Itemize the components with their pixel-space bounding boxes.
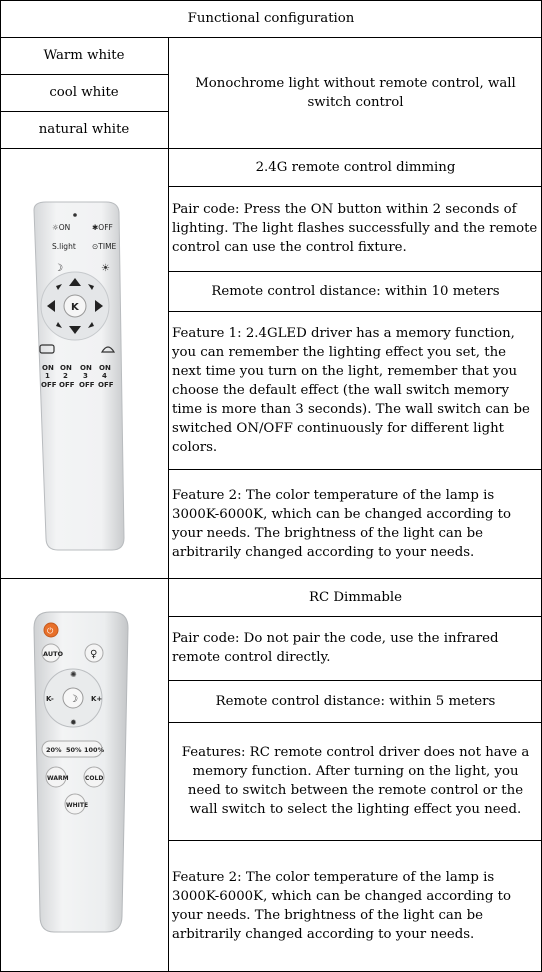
moon-icon: ☽: [54, 263, 63, 274]
grid-line: [168, 37, 169, 972]
grid-line: [0, 37, 542, 38]
section3-title: [169, 578, 542, 616]
distance-text: Remote control distance: within 10 meters: [211, 283, 500, 299]
remote-btn-warm: WARM: [47, 775, 69, 782]
section-title-text: RC Dimmable: [308, 589, 403, 605]
section3-pair-code: [169, 616, 542, 680]
grid-line: [169, 469, 542, 470]
section2-pair-code: [169, 186, 542, 271]
distance-text: Remote control distance: within 5 meters: [215, 693, 496, 709]
zone-on-label: ON: [42, 364, 54, 372]
grid-line: [0, 0, 1, 972]
grid-line: [169, 680, 542, 681]
color-option-cool: [0, 74, 168, 111]
feature-text: Feature 2: The color temperature of the lamp is 3000K-6000K, which can be changed according to your needs. The brightness of the light can be arbitrarily changed according to your needs.: [172, 487, 511, 560]
feature-text: Features: RC remote control driver does not have a memory function. After turning on the light, you need to switch between the remote control or the wall switch to select the lighting effect you need.: [181, 745, 530, 817]
remote-rc-image: [28, 608, 138, 938]
remote-24g-image: [20, 198, 150, 558]
color-option-warm: [0, 37, 168, 74]
sun-icon: ☀: [101, 263, 110, 274]
color-label: cool white: [49, 85, 119, 100]
remote-btn-50: 50%: [66, 746, 82, 754]
grid-line: [169, 311, 542, 312]
grid-line: [169, 616, 542, 617]
zone-on-label: ON: [80, 364, 92, 372]
remote-btn-auto: AUTO: [43, 650, 64, 658]
feature-text: Feature 1: 2.4GLED driver has a memory function, you can remember the lighting effect you set, the next time you turn on the light, remember that you choose the default effect (the wall switch memory time is more than 3 seconds). The wall switch can be switched ON/OFF continuously for different light colors.: [172, 325, 530, 455]
zone-off-label: OFF: [98, 381, 114, 389]
section2-distance: [169, 271, 542, 311]
grid-line: [0, 148, 542, 149]
remote-btn-k: K: [71, 302, 79, 313]
pair-code-text: Pair code: Press the ON button within 2 seconds of lighting. The light flashes successfully and the remote control can use the control fixture.: [172, 202, 538, 255]
remote-btn-kminus: K-: [46, 695, 54, 703]
svg-text:⏻: ⏻: [47, 626, 54, 636]
section1-description: [169, 37, 542, 148]
feature-text: Feature 2: The color temperature of the lamp is 3000K-6000K, which can be changed according to your needs. The brightness of the light can be arbitrarily changed according to your needs.: [172, 869, 511, 942]
grid-line: [0, 74, 169, 75]
zone-off-label: OFF: [41, 381, 57, 389]
description-text: Monochrome light without remote control, wall switch control: [195, 75, 516, 110]
pair-code-text: Pair code: Do not pair the code, use the infrared remote control directly.: [172, 631, 499, 665]
section2-title: [169, 148, 542, 186]
section3-features: [169, 722, 542, 840]
zone-number: 2: [63, 372, 68, 380]
color-label: natural white: [38, 122, 130, 137]
zone-off-label: OFF: [59, 381, 75, 389]
grid-line: [0, 0, 542, 1]
color-option-natural: [0, 111, 168, 148]
remote-btn-20: 20%: [46, 746, 62, 754]
zone-number: 1: [45, 372, 50, 380]
grid-line: [0, 111, 169, 112]
remote-btn-off: ✱OFF: [92, 223, 113, 232]
table-header: [0, 0, 542, 37]
grid-line: [169, 186, 542, 187]
color-label: Warm white: [43, 48, 125, 63]
grid-line: [0, 578, 542, 579]
table-title: Functional configuration: [187, 11, 355, 26]
section2-feature1: [169, 311, 542, 469]
bulb-icon: ♀: [90, 649, 98, 660]
remote-btn-time: ⊙TIME: [92, 242, 117, 251]
grid-line: [169, 271, 542, 272]
remote-btn-cold: COLD: [85, 775, 104, 782]
section3-feature2: [169, 840, 542, 971]
brightness-up-icon: ✺: [70, 670, 77, 679]
zone-number: 4: [102, 372, 107, 380]
zone-off-label: OFF: [79, 381, 95, 389]
brightness-down-icon: ✹: [70, 718, 77, 727]
grid-line: [169, 840, 542, 841]
remote-btn-white: WHITE: [66, 802, 89, 809]
remote-btn-kplus: K+: [91, 695, 103, 703]
section3-distance: [169, 680, 542, 722]
remote-btn-100: 100%: [84, 746, 105, 754]
remote-btn-on: ☼ON: [52, 223, 71, 232]
zone-on-label: ON: [60, 364, 72, 372]
section-title-text: 2.4G remote control dimming: [255, 159, 456, 175]
night-icon: ☽: [69, 694, 78, 705]
grid-line: [169, 722, 542, 723]
zone-number: 3: [83, 372, 88, 380]
zone-on-label: ON: [99, 364, 111, 372]
remote-btn-slight: S.light: [52, 242, 76, 251]
section2-feature2: [169, 469, 542, 578]
